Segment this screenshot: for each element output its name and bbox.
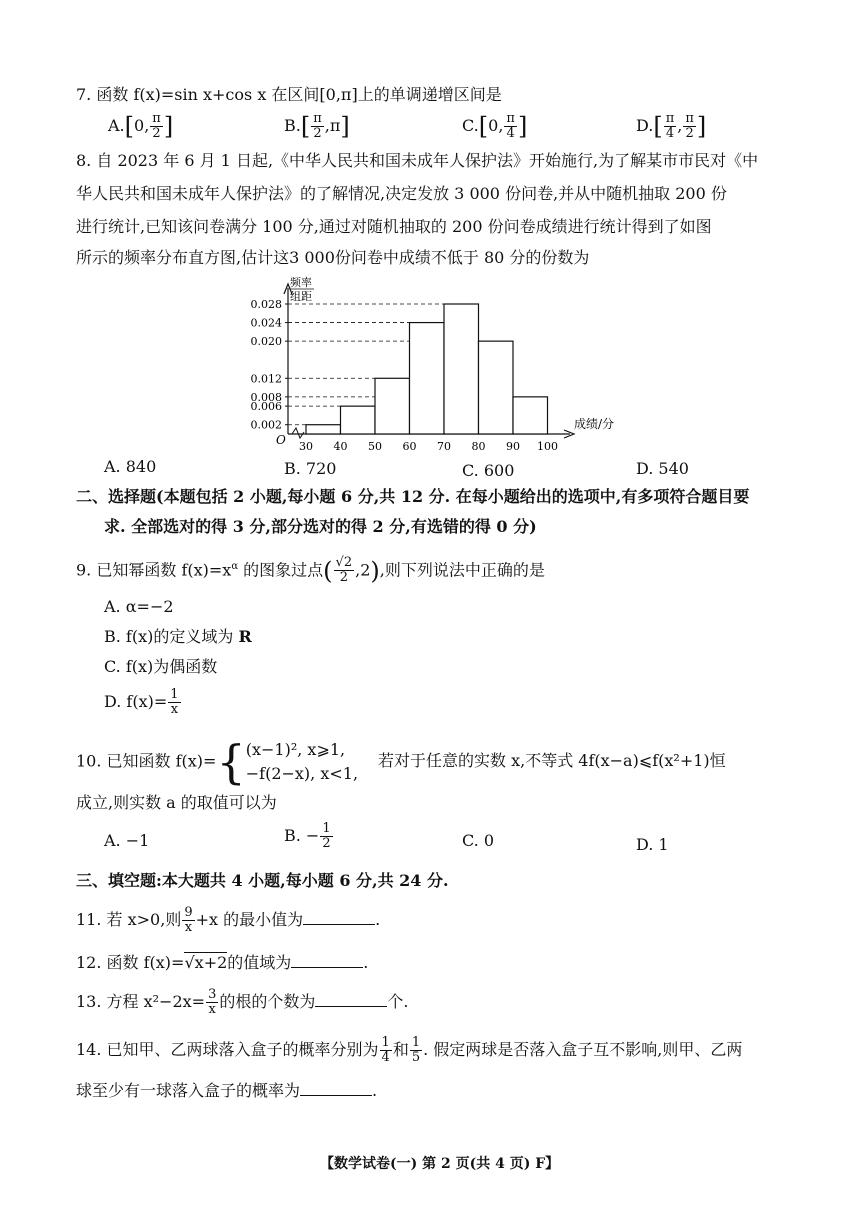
q7-a-label: A. — [108, 116, 125, 135]
brace-icon: { — [216, 735, 246, 789]
paren-icon: ( — [323, 556, 333, 585]
q8-line-3: 进行统计,已知该问卷满分 100 分,通过对随机抽取的 200 份问卷成绩进行统计得到了如图 — [76, 217, 712, 236]
q14-line-1 — [76, 1036, 742, 1065]
histogram-bar — [444, 304, 479, 434]
section-2-line-1: 二、选择题(本题包括 2 小题,每小题 6 分,共 12 分. 在每小题给出的选项中,有多项符合题目要 — [76, 487, 750, 506]
q10-option-b[interactable] — [284, 822, 334, 851]
q9-option-a[interactable]: A. α=−2 — [104, 597, 174, 616]
q11 — [76, 906, 380, 935]
x-tick-label: 100 — [537, 440, 558, 453]
q9-d-text: D. f(x)= — [104, 692, 168, 711]
q8-line-2: 华人民共和国未成年人保护法》的了解情况,决定发放 3 000 份问卷,并从中随机抽取 200 份 — [76, 184, 727, 203]
q14-frac-2: $\frac{1}{5}$ — [411, 1035, 421, 1065]
q7-c-label: C. — [462, 116, 479, 135]
q11-text-b: +x 的最小值为 — [195, 910, 304, 929]
bracket-icon: [ — [478, 112, 489, 141]
y-tick-label: 0.006 — [250, 400, 282, 414]
q7-d-label: D. — [636, 116, 654, 135]
x-tick-label: 90 — [506, 440, 520, 453]
q7-a-left: 0, — [134, 116, 150, 135]
q14-mid: 和 — [392, 1040, 409, 1059]
section-2-line-2: 求. 全部选对的得 3 分,部分选对的得 2 分,有选错的得 0 分) — [104, 517, 537, 536]
q12-text-b: 的值域为 — [227, 953, 292, 972]
q7-d-frac1: $\frac{\pi}{4}$ — [665, 111, 675, 141]
q9-point-frac: $\frac{√2}{2}$ — [335, 555, 353, 586]
q8-line-1: 8. 自 2023 年 6 月 1 日起,《中华人民共和国未成年人保护法》开始施行,为了解某市市民对《中 — [76, 151, 759, 170]
y-tick-label: 0.008 — [250, 390, 282, 404]
q7-a-frac: $\frac{\pi}{2}$ — [152, 111, 161, 141]
q9-d-frac: $\frac{1}{x}$ — [170, 687, 179, 717]
q10-stem-b: 若对于任意的实数 x,不等式 4f(x−a)⩽f(x²+1)恒 — [378, 751, 726, 770]
q12-answer-blank[interactable] — [291, 953, 363, 968]
y-tick-label: 0.012 — [250, 372, 282, 386]
q11-end: . — [375, 910, 381, 929]
q9-point-rest: ,2 — [355, 560, 371, 580]
q10-line-2: 成立,则实数 a 的取值可以为 — [76, 793, 277, 812]
q12 — [76, 952, 368, 974]
x-tick-label: 70 — [437, 440, 451, 453]
q10-b-text: B. − — [284, 826, 320, 845]
q12-text-a: 12. 函数 f(x)= — [76, 953, 185, 972]
q11-answer-blank[interactable] — [303, 910, 375, 925]
y-tick-label: 0.002 — [250, 418, 282, 432]
q7-b-label: B. — [284, 116, 301, 135]
q8-line-4: 所示的频率分布直方图,估计这3 000份问卷中成绩不低于 80 分的份数为 — [76, 248, 590, 267]
x-tick-label: 40 — [333, 440, 348, 453]
q7-c-frac: $\frac{\pi}{4}$ — [506, 111, 515, 141]
q10-piecewise — [246, 738, 358, 786]
q10-piece-1: (x−1)², x⩾1, — [245, 740, 346, 759]
q7-d-frac2: $\frac{\pi}{2}$ — [685, 111, 694, 141]
paren-icon: ) — [370, 556, 380, 585]
q13 — [76, 988, 408, 1017]
q14-answer-blank[interactable] — [300, 1081, 372, 1096]
bracket-icon: ] — [517, 112, 528, 141]
origin-label: O — [276, 433, 286, 447]
frequency-histogram — [240, 272, 620, 454]
q13-frac: $\frac{3}{x}$ — [208, 987, 217, 1017]
q7-c-left: 0, — [488, 116, 504, 135]
histogram-bar — [513, 397, 548, 434]
q7-b-frac: $\frac{\pi}{2}$ — [313, 111, 322, 141]
x-tick-label: 50 — [368, 440, 382, 453]
q8-option-a[interactable]: A. 840 — [104, 457, 157, 476]
q14-end: . — [372, 1081, 378, 1100]
q13-answer-blank[interactable] — [315, 992, 387, 1007]
q9-exponent: α — [231, 561, 239, 572]
bracket-icon: ] — [696, 112, 707, 141]
q14-text-c: 球至少有一球落入盒子的概率为 — [76, 1081, 301, 1100]
x-axis-label: 成绩/分 — [574, 417, 615, 431]
y-label-top: 频率 — [290, 276, 312, 289]
q9-b-text: B. f(x)的定义域为 — [104, 627, 239, 646]
y-tick-label: 0.028 — [250, 298, 282, 311]
q9-option-c[interactable]: C. f(x)为偶函数 — [104, 657, 218, 676]
q10-b-frac: $\frac{1}{2}$ — [322, 821, 331, 851]
q12-end: . — [363, 953, 369, 972]
q9-option-b[interactable] — [104, 626, 252, 648]
x-tick-label: 60 — [402, 440, 417, 453]
q11-frac: $\frac{9}{x}$ — [184, 905, 193, 935]
q9-stem-a: 9. 已知幂函数 f(x)=x — [76, 560, 232, 580]
histogram-bar — [375, 378, 410, 434]
page-footer: 【数学试卷(一) 第 2 页(共 4 页) F】 — [320, 1156, 560, 1172]
q7-option-c[interactable] — [462, 112, 527, 141]
q11-text-a: 11. 若 x>0,则 — [76, 910, 182, 929]
y-tick-label: 0.020 — [250, 335, 282, 349]
q14-text-a: 14. 已知甲、乙两球落入盒子的概率分别为 — [76, 1040, 379, 1059]
x-tick-label: 30 — [299, 440, 313, 453]
histogram-bar — [410, 323, 445, 434]
bracket-icon: [ — [300, 112, 311, 141]
q14-text-b: . 假定两球是否落入盒子互不影响,则甲、乙两 — [423, 1040, 743, 1059]
q10-piece-2: −f(2−x), x<1, — [245, 764, 359, 783]
histogram-bar — [306, 425, 341, 434]
q9-option-d[interactable] — [104, 688, 182, 717]
q9-stem-c: ,则下列说法中正确的是 — [379, 560, 545, 580]
q10-option-a[interactable]: A. −1 — [104, 831, 150, 850]
q10-stem-a: 10. 已知函数 f(x)= — [76, 751, 217, 771]
q8-option-c[interactable]: C. 600 — [462, 461, 515, 480]
q14-frac-1: $\frac{1}{4}$ — [381, 1035, 390, 1065]
section-3-title: 三、填空题:本大题共 4 小题,每小题 6 分,共 24 分. — [76, 871, 449, 890]
q7-stem: 7. 函数 f(x)=sin x+cos x 在区间[0,π]上的单调递增区间是 — [76, 85, 502, 104]
q7-option-a[interactable] — [108, 112, 173, 141]
q12-sqrt: √x+2 — [184, 953, 228, 972]
q8-option-b[interactable]: B. 720 — [284, 459, 337, 478]
q10-stem — [76, 735, 359, 789]
histogram-bar — [479, 341, 514, 434]
y-label-bottom: 组距 — [290, 290, 312, 303]
q13-text-b: 的根的个数为 — [219, 992, 316, 1011]
bracket-icon: ] — [163, 112, 174, 141]
histogram-bar — [341, 406, 376, 434]
q13-text-a: 13. 方程 x²−2x= — [76, 992, 206, 1011]
q13-end: 个. — [387, 992, 409, 1011]
q9-b-set: R — [238, 627, 252, 646]
q7-option-b[interactable] — [284, 112, 350, 141]
q9-stem-b: 的图象过点 — [238, 560, 324, 580]
q7-option-d[interactable]: D.[ $\frac{\pi}{4}$ , $\frac{\pi}{2}$ ] — [636, 111, 707, 141]
q10-option-c[interactable]: C. 0 — [462, 831, 495, 850]
q9-stem — [76, 556, 545, 585]
y-tick-label: 0.024 — [250, 316, 282, 330]
q14-line-2 — [76, 1080, 377, 1102]
q8-option-d[interactable]: D. 540 — [636, 459, 689, 478]
bracket-icon: [ — [124, 112, 135, 141]
bracket-icon: [ — [653, 112, 663, 141]
q10-option-d[interactable]: D. 1 — [636, 835, 669, 854]
q7-b-right: ,π — [324, 116, 341, 135]
x-tick-label: 80 — [471, 440, 486, 453]
axis-break-icon — [292, 428, 304, 438]
bracket-icon: ] — [340, 112, 350, 141]
